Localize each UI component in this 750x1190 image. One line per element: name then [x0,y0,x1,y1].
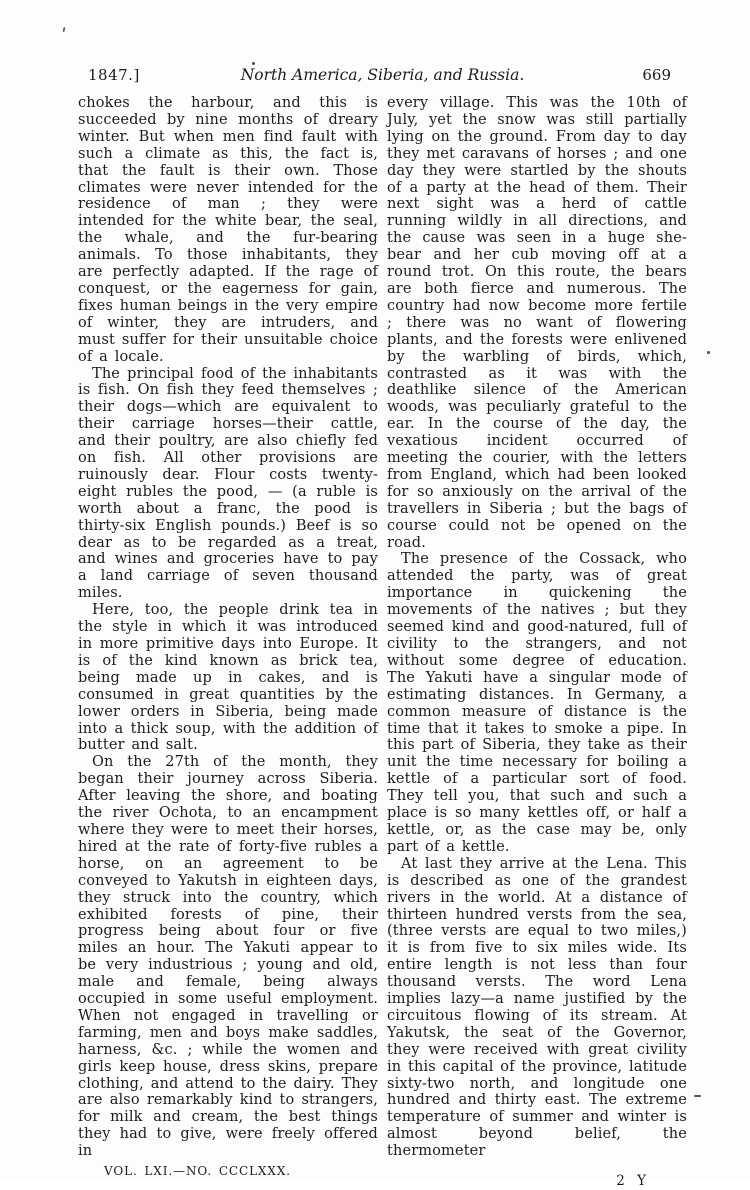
header-running-title: North America, Siberia, and Russia. [240,66,525,84]
paragraph: The presence of the Cossack, who attended the party, was of great importance in quickening the movements of the natives ; but they seemed kind and good-natured, full of civility to the strangers, and not without some degree of education. The Yakuti have a singular mode of estimating distances. In Germany, a common measure of distance is the time that it takes to smoke a pipe. In this part of Siberia, they take as their unit the time necessary for boiling a kettle of a particular sort of food. They tell you, that such and such a place is so many kettles off, or half a kettle, or, as the case may be, only part of a kettle. [387,551,687,855]
left-column [78,95,378,1190]
paragraph: The principal food of the inhabitants is fish. On fish they feed themselves ; their dogs—which are equivalent to their carriage horses—their cattle, and their poultry, are also chiefly fed on fish. All other provisions are ruinously dear. Flour costs twenty-eight rubles the pood, — (a ruble is worth about a franc, the pood is thirty-six English pounds.) Beef is so dear as to be regarded as a treat, and wines and groceries have to pay a land carriage of seven thousand miles. [78,365,378,602]
scan-speck [694,1095,701,1097]
paragraph: At last they arrive at the Lena. This is described as one of the grandest rivers in the world. At a distance of thirteen hundred versts from the sea, (three versts are equal to two miles,) it is from five to six miles wide. Its entire length is not less than four thousand versts. The word Lena implies lazy—a name justified by the circuitous flowing of its stream. At Yakutsk, the seat of the Governor, they were received with great civility in this capital of the province, latitude sixty-two north, and longitude one hundred and thirty east. The extreme temperature of summer and winter is almost beyond belief, the thermometer [387,855,687,1160]
paragraph-continuation: chokes the harbour, and this is succeeded by nine months of dreary winter. But when men find fault with such a climate as this, the fact is, that the fault is their own. Those climates were never intended for the residence of man ; they were intended for the white bear, the seal, the whale, and the fur-bearing animals. To those inhabitants, they are perfectly adapted. If the rage of conquest, or the eagerness for gain, fixes human beings in the very empire of winter, they are intruders, and must suffer for their unsuitable choice of a locale. [78,95,378,365]
scan-speck [252,62,255,65]
paragraph: On the 27th of the month, they began their journey across Siberia. After leaving the shore, and boating the river Ochota, to an encampment where they were to meet their horses, hired at the rate of forty-five rubles a horse, on an agreement to be conveyed to Yakutsh in eighteen days, they struck into the country, which exhibited forests of pine, their progress being about four or five miles an hour. The Yakuti appear to be very industrious ; young and old, male and female, being always occupied in some useful employment. When not engaged in travelling or farming, men and boys make saddles, harness, &c. ; while the women and girls keep house, dress skins, prepare clothing, and attend to the dairy. They are also remarkably kind to strangers, for milk and cream, the best things they had to give, were freely offered in [78,754,378,1160]
printer-signature-mark: 2 Y [616,1173,649,1190]
text-columns [78,95,687,1190]
header-year: 1847.] [88,66,140,84]
scan-speck [63,27,66,32]
paragraph: Here, too, the people drink tea in the style in which it was introduced in more primitive days into Europe. It is of the kind known as brick tea, being made up in cakes, and is consumed in great quantities by the lower orders in Siberia, being made into a thick soup, with the addition of butter and salt. [78,602,378,754]
header-page-number: 669 [642,66,671,84]
page-header [78,66,687,88]
paragraph-continuation: every village. This was the 10th of July, yet the snow was still partially lying on the ground. From day to day they met caravans of horses ; and one day they were startled by the shouts of a party at the head of them. Their next sight was a herd of cattle running wildly in all directions, and the cause was seen in a huge she-bear and her cub moving off at a round trot. On this route, the bears are both fierce and numerous. The country had now become more fertile ; there was no want of flowering plants, and the forests were enlivened by the warbling of birds, which, contrasted as it was with the deathlike silence of the American woods, was peculiarly grateful to the ear. In the course of the day, the vexatious incident occurred of meeting the courier, with the letters from England, which had been looked for so anxiously on the arrival of the travellers in Siberia ; but the bags of course could not be opened on the road. [387,95,687,551]
volume-issue-footer: VOL. LXI.—NO. CCCLXXX. [104,1164,291,1179]
scan-speck [707,351,710,354]
right-column [387,95,687,1190]
